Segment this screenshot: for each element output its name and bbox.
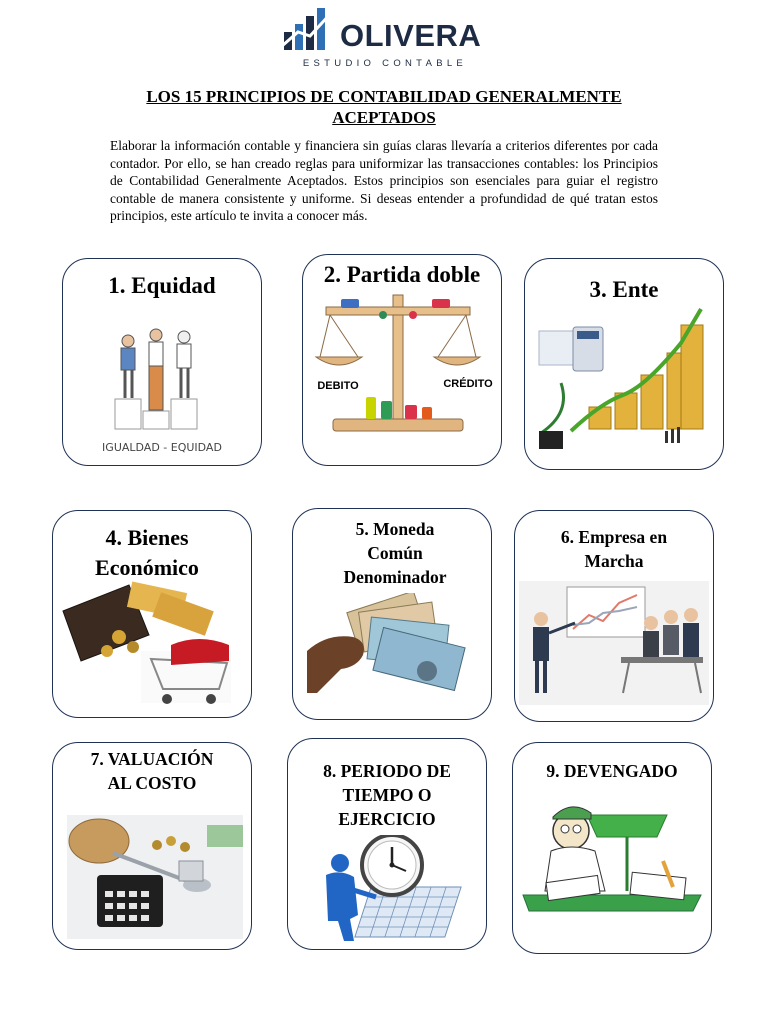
card-title-line: EJERCICIO	[338, 809, 436, 829]
card-partida-doble	[302, 254, 502, 466]
balance-scale-illustration	[308, 293, 498, 453]
page-title: LOS 15 PRINCIPIOS DE CONTABILIDAD GENERALMENTE ACEPTADOS	[146, 87, 622, 127]
image-caption: IGUALDAD - EQUIDAD	[102, 441, 222, 454]
logo-subtitle: ESTUDIO CONTABLE	[302, 58, 468, 69]
card-title-line: AL COSTO	[107, 773, 197, 793]
card-title-line: TIEMPO O	[342, 785, 432, 805]
card-ente	[524, 258, 724, 470]
card-title	[515, 525, 713, 573]
card-title-line: Común	[367, 543, 423, 563]
card-empresa-en-marcha	[514, 510, 714, 722]
business-presentation-illustration	[519, 575, 709, 705]
card-title: 9. DEVENGADO	[546, 761, 678, 781]
card-bienes-economico	[52, 510, 252, 718]
card-title	[52, 523, 251, 583]
accountant-at-desk-illustration	[517, 795, 707, 919]
card-title	[53, 747, 251, 795]
calculator-coins-illustration	[67, 815, 243, 939]
bar-chart-logo-icon	[280, 6, 338, 52]
credit-label: CRÉDITO	[443, 378, 493, 390]
intro-paragraph: Elaborar la información contable y financiera sin guías claras llevaría a criterios diferentes por cada contador. Por ello, se han creado reglas para uniformizar las transacciones contables: los Principios de Contabilidad Generalmente Aceptados. Estos principios son esenciales para guiar el registro contable de manera consistente y uniforme. Si deseas entender a profundidad de qué tratan estos principios, este artículo te invita a conocer más.	[110, 138, 658, 223]
card-title: 3. Ente	[589, 277, 659, 302]
card-title-line: 7. VALUACIÓN	[90, 749, 214, 769]
card-title-line: 6. Empresa en	[560, 527, 668, 547]
company-logo	[280, 6, 480, 68]
card-title-line: 4. Bienes	[105, 525, 189, 550]
equality-equity-illustration	[87, 321, 237, 461]
card-title: 1. Equidad	[108, 273, 216, 298]
coins-growth-illustration	[531, 303, 717, 463]
wallet-cart-illustration	[59, 575, 249, 715]
clock-calendar-illustration	[298, 835, 470, 943]
card-title: 2. Partida doble	[323, 262, 481, 287]
card-title-line: Marcha	[584, 551, 644, 571]
card-title-line: 5. Moneda	[355, 519, 435, 539]
debit-label: DEBITO	[317, 380, 359, 392]
card-title	[299, 517, 491, 589]
card-valuacion-al-costo	[52, 742, 252, 950]
logo-name: OLIVERA	[340, 18, 482, 53]
card-title-line: Denominador	[343, 567, 447, 587]
card-moneda-comun	[292, 508, 492, 720]
card-title	[288, 759, 486, 831]
card-devengado	[512, 742, 712, 954]
card-equidad	[62, 258, 262, 466]
card-title-line: 8. PERIODO DE	[323, 761, 451, 781]
card-periodo-de-tiempo	[287, 738, 487, 950]
card-title-line: Económico	[95, 555, 199, 580]
banknotes-in-hand-illustration	[307, 593, 487, 713]
